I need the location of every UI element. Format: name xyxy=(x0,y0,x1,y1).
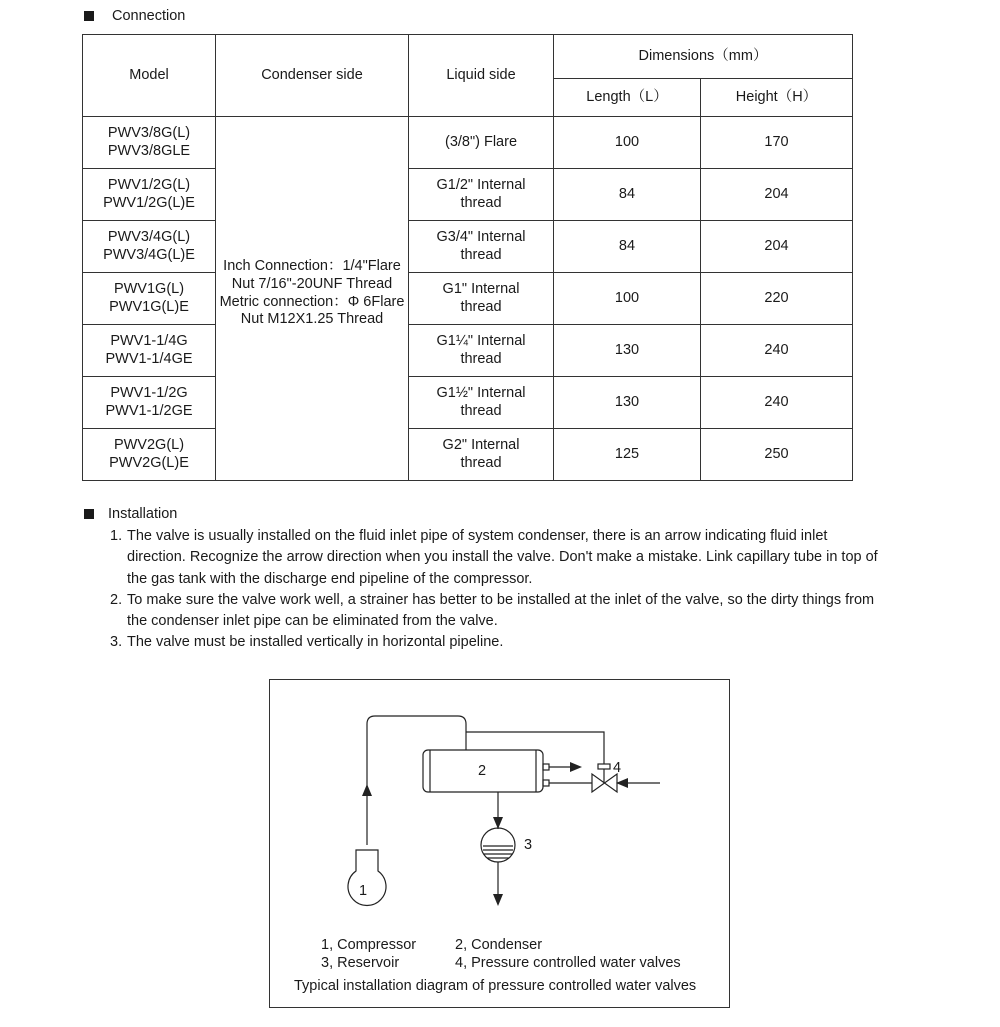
header-height: Height（H） xyxy=(701,79,853,117)
header-condenser-side: Condenser side xyxy=(216,35,409,117)
liquid-side-text: G3/4" Internal xyxy=(436,229,526,245)
table-header-row xyxy=(83,35,853,79)
model-name-variant: PWV3/4G(L)E xyxy=(103,246,195,263)
liquid-side-text: G1½" Internal xyxy=(436,385,526,401)
liquid-side-text: thread xyxy=(460,194,502,211)
list-item xyxy=(110,632,910,653)
liquid-side-cell xyxy=(409,429,554,481)
model-cell xyxy=(83,221,216,273)
model-cell xyxy=(83,169,216,221)
liquid-side-text: thread xyxy=(460,246,502,263)
valve-number: 4 xyxy=(613,760,622,776)
list-item-line: the gas tank with the discharge end pipeline of the compressor. xyxy=(127,570,533,587)
table-row xyxy=(83,377,853,429)
compressor-outlet-arrow-icon xyxy=(362,784,372,796)
model-cell xyxy=(83,273,216,325)
condenser-to-valve-pipe xyxy=(466,732,604,764)
liquid-side-cell xyxy=(409,273,554,325)
table-row xyxy=(83,117,853,169)
bullet-square-icon xyxy=(84,509,94,519)
liquid-side-text: thread xyxy=(460,402,502,419)
condenser-line: Nut M12X1.25 Thread xyxy=(240,311,384,328)
length-cell: 84 xyxy=(554,169,701,221)
list-item xyxy=(110,590,910,633)
installation-heading-text: Installation xyxy=(108,506,178,522)
table-row xyxy=(83,273,853,325)
reservoir-icon xyxy=(481,828,515,862)
condenser-line: Metric connection：Φ 6Flare xyxy=(219,293,405,310)
length-cell: 125 xyxy=(554,429,701,481)
liquid-side-text: G1/2" Internal xyxy=(436,177,526,193)
list-item-number: 1. xyxy=(110,528,123,544)
condenser-number: 2 xyxy=(478,763,487,779)
length-cell: 84 xyxy=(554,221,701,273)
list-item-number: 2. xyxy=(110,591,123,608)
bullet-square-icon xyxy=(84,11,94,21)
installation-diagram xyxy=(269,679,730,1008)
legend-condenser: 2, Condenser xyxy=(455,937,543,953)
liquid-side-text: G1" Internal xyxy=(442,281,520,297)
table-row xyxy=(83,429,853,481)
legend-compressor: 1, Compressor xyxy=(321,937,417,953)
table-row xyxy=(83,169,853,221)
liquid-side-text: G2" Internal xyxy=(442,437,520,453)
installation-heading xyxy=(84,506,177,522)
reservoir-number: 3 xyxy=(524,837,533,853)
reservoir-outlet-arrow-icon xyxy=(493,894,503,906)
model-name: PWV1/2G(L) xyxy=(107,177,191,193)
condenser-line: Inch Connection：1/4"Flare xyxy=(223,257,401,274)
list-item xyxy=(110,526,910,590)
model-name-variant: PWV1/2G(L)E xyxy=(103,194,195,211)
model-name-variant: PWV1-1/4GE xyxy=(105,350,193,367)
height-cell: 204 xyxy=(701,169,853,221)
compressor-number: 1 xyxy=(359,883,368,899)
height-cell: 250 xyxy=(701,429,853,481)
condenser-line: Nut 7/16"-20UNF Thread xyxy=(231,275,393,292)
length-cell: 130 xyxy=(554,377,701,429)
model-name: PWV1G(L) xyxy=(113,281,185,297)
model-cell xyxy=(83,429,216,481)
connection-heading-text: Connection xyxy=(112,8,186,24)
height-cell: 204 xyxy=(701,221,853,273)
liquid-side-cell xyxy=(409,377,554,429)
model-name-variant: PWV3/8GLE xyxy=(107,142,191,159)
model-name: PWV1-1/4G xyxy=(110,333,188,349)
header-model: Model xyxy=(83,35,216,117)
liquid-side-text: thread xyxy=(460,454,502,471)
height-cell: 240 xyxy=(701,325,853,377)
connection-heading xyxy=(84,8,185,24)
model-cell xyxy=(83,117,216,169)
model-name-variant: PWV2G(L)E xyxy=(109,454,189,471)
table-row xyxy=(83,221,853,273)
header-dimensions: Dimensions（mm） xyxy=(554,35,853,79)
liquid-side-text: thread xyxy=(460,298,502,315)
legend-valves: 4, Pressure controlled water valves xyxy=(455,955,681,971)
length-cell: 100 xyxy=(554,273,701,325)
table-row xyxy=(83,325,853,377)
list-item-line: direction. Recognize the arrow direction when you install the valve. Don't make a mistake. Link capillary tube in top of xyxy=(127,549,878,566)
height-cell: 170 xyxy=(701,117,853,169)
model-name-variant: PWV1-1/2GE xyxy=(105,402,193,419)
list-item-line: The valve must be installed vertically in horizontal pipeline. xyxy=(127,634,504,651)
connection-table xyxy=(82,34,853,481)
diagram-caption: Typical installation diagram of pressure controlled water valves xyxy=(294,978,697,994)
height-cell: 240 xyxy=(701,377,853,429)
liquid-side-cell xyxy=(409,169,554,221)
liquid-side-cell xyxy=(409,117,554,169)
model-name: PWV1-1/2G xyxy=(110,385,188,401)
legend-reservoir: 3, Reservoir xyxy=(321,955,400,971)
liquid-side-cell xyxy=(409,221,554,273)
model-name: PWV2G(L) xyxy=(113,437,185,453)
liquid-side-text: (3/8") Flare xyxy=(444,133,518,150)
model-cell xyxy=(83,377,216,429)
list-item-number: 3. xyxy=(110,634,123,651)
capillary-tube xyxy=(367,716,466,845)
length-cell: 130 xyxy=(554,325,701,377)
installation-list xyxy=(110,526,910,654)
height-cell: 220 xyxy=(701,273,853,325)
liquid-side-text: G1¼" Internal xyxy=(436,333,526,349)
list-item-line: the condenser inlet pipe can be eliminated from the valve. xyxy=(127,613,498,630)
fluid-inlet-arrow-icon xyxy=(616,778,628,788)
length-cell: 100 xyxy=(554,117,701,169)
reservoir-inlet-arrow-icon xyxy=(493,817,503,829)
model-cell xyxy=(83,325,216,377)
liquid-side-cell xyxy=(409,325,554,377)
model-name-variant: PWV1G(L)E xyxy=(109,298,189,315)
header-length: Length（L） xyxy=(554,79,701,117)
liquid-side-text: thread xyxy=(460,350,502,367)
model-name: PWV3/8G(L) xyxy=(107,125,191,141)
model-name: PWV3/4G(L) xyxy=(107,229,191,245)
condenser-outlet-arrow-icon xyxy=(570,762,582,772)
condenser-side-cell xyxy=(216,117,409,481)
header-liquid-side: Liquid side xyxy=(409,35,554,117)
list-item-line: The valve is usually installed on the fluid inlet pipe of system condenser, there is an arrow indicating fluid inlet xyxy=(127,528,828,544)
list-item-line: To make sure the valve work well, a strainer has better to be installed at the inlet of the valve, so the dirty things from xyxy=(127,591,875,608)
